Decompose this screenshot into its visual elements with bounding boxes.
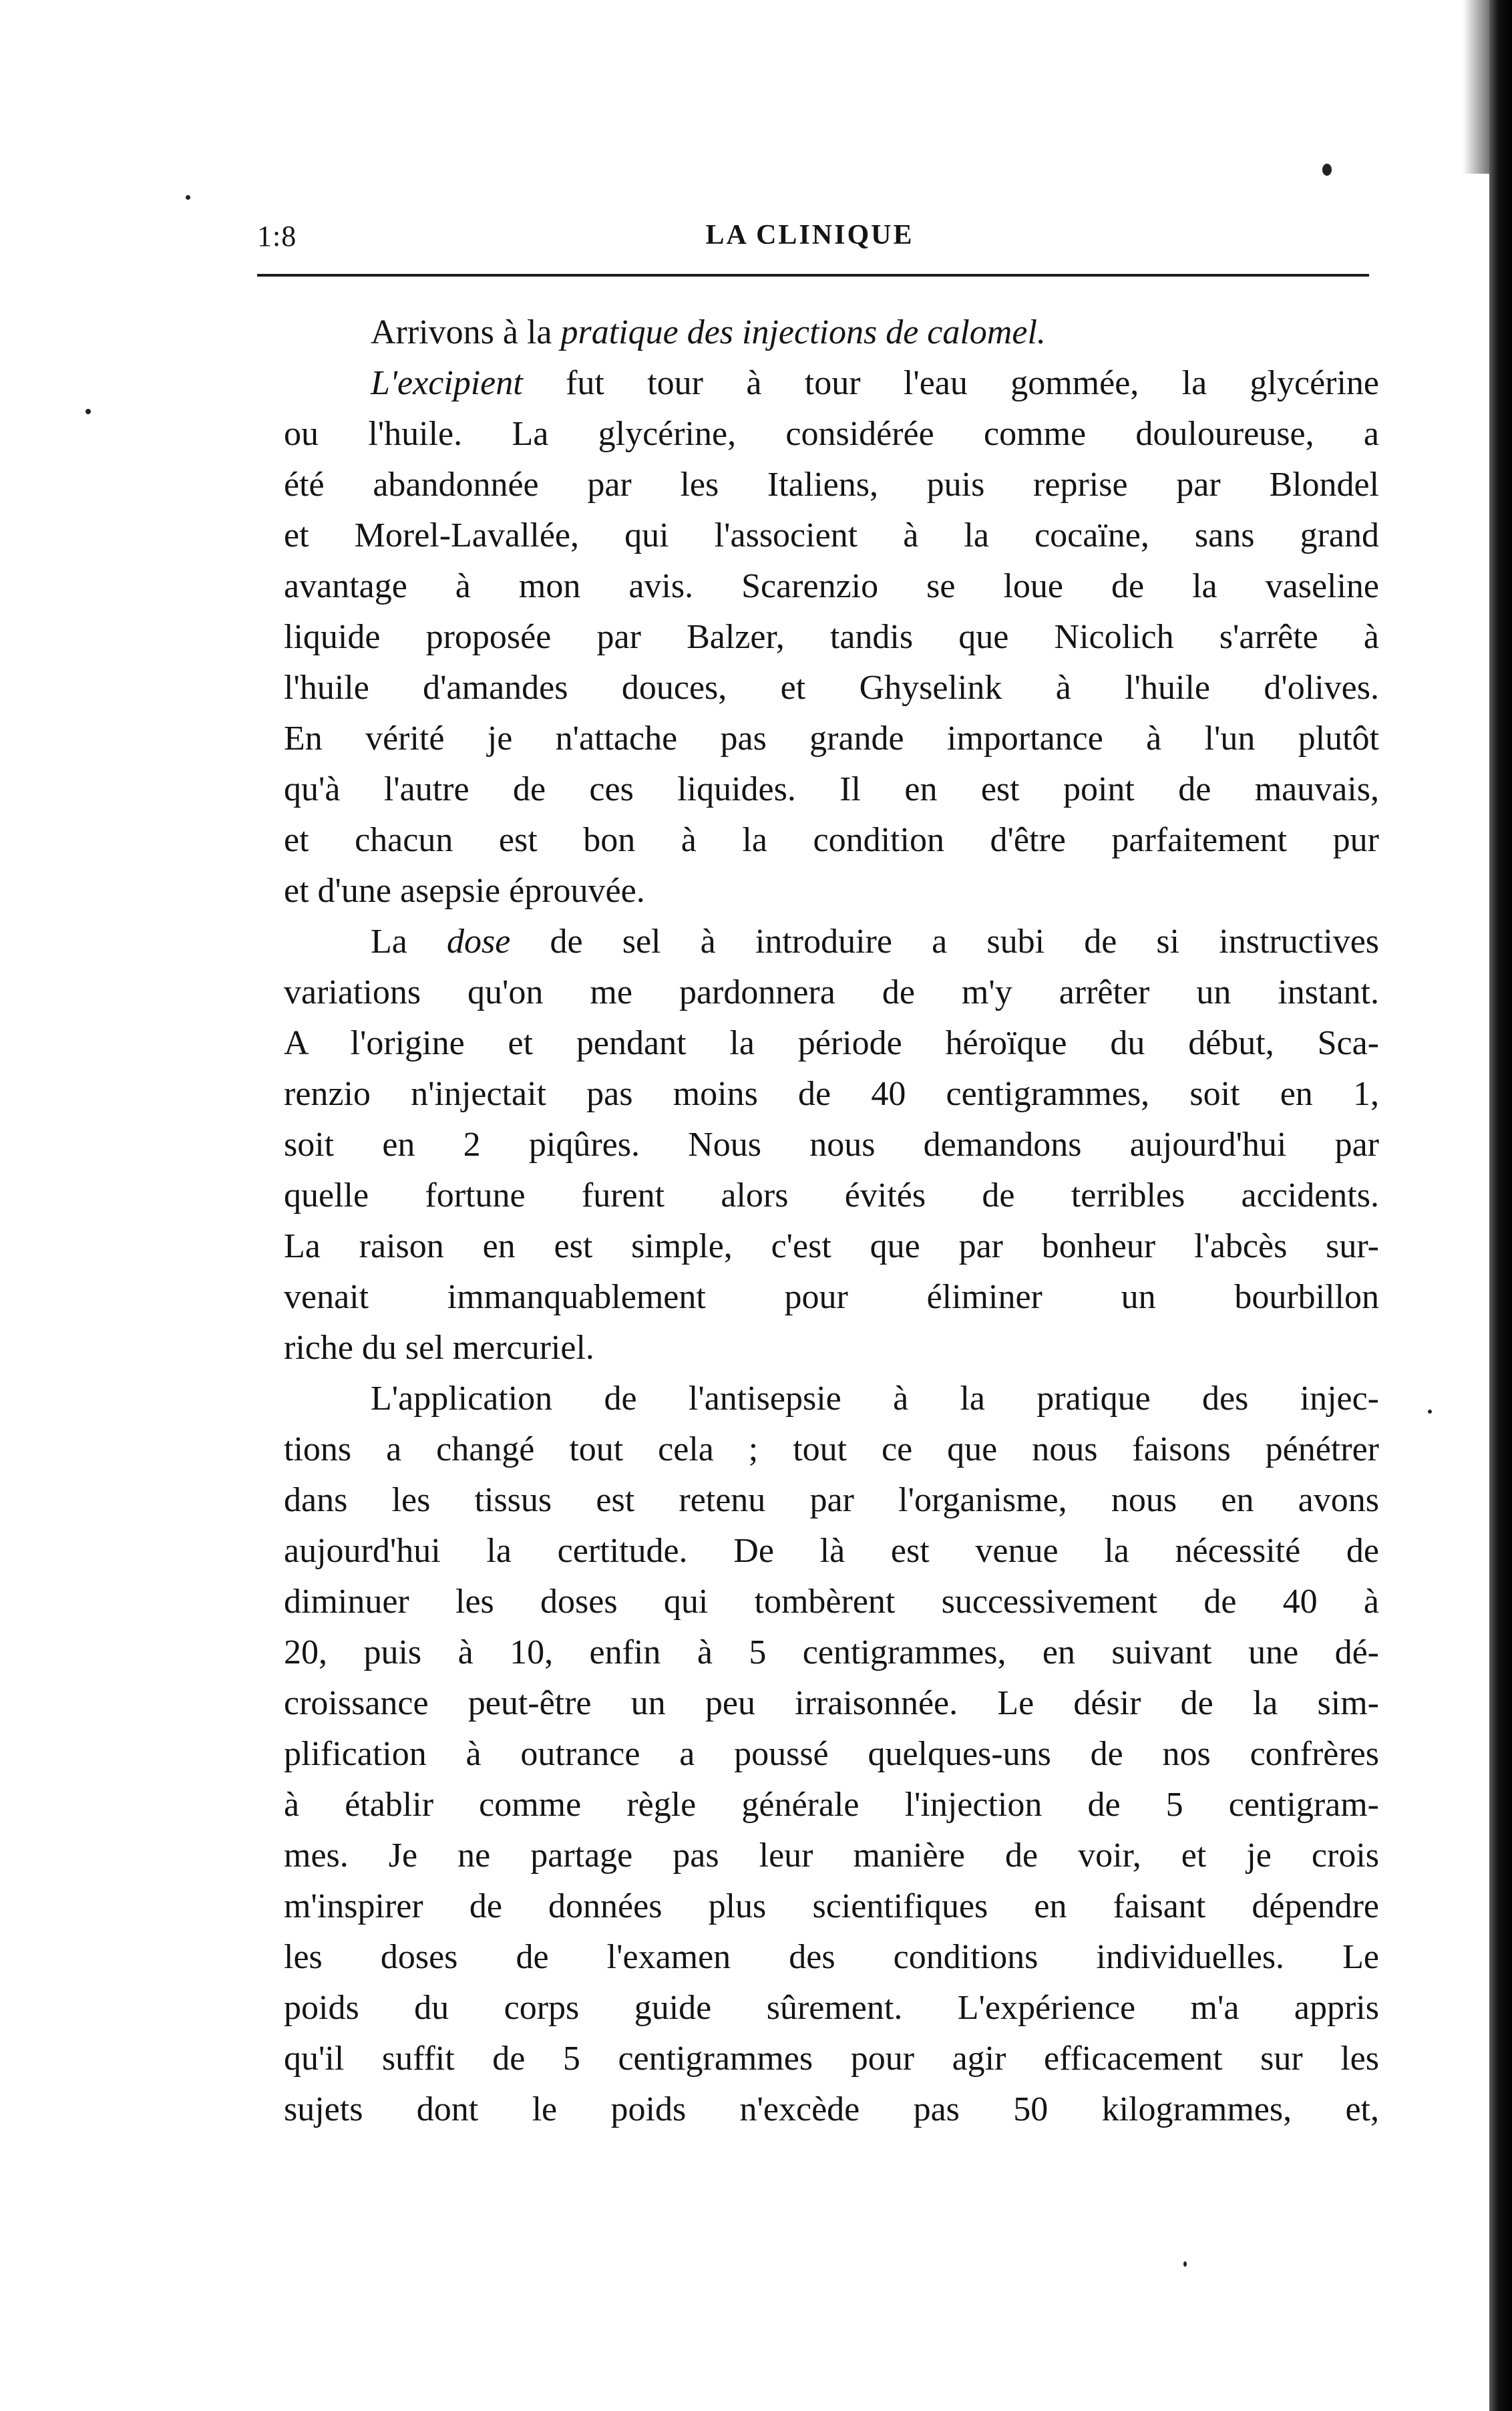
text-run: et chacun est bon à la condition d'être parfaitement pur bbox=[284, 821, 1379, 859]
text-run: tions a changé tout cela ; tout ce que nous faisons pénétrer bbox=[284, 1430, 1379, 1468]
text-run: Arrivons à la bbox=[371, 313, 561, 351]
text-line bbox=[284, 1424, 1379, 1475]
text-run: La bbox=[371, 923, 447, 961]
running-title: LA CLINIQUE bbox=[705, 220, 914, 251]
text-line bbox=[284, 1475, 1379, 1526]
text-line bbox=[284, 2084, 1379, 2135]
scan-edge-shadow bbox=[1489, 0, 1512, 2411]
text-run: et d'une asepsie éprouvée. bbox=[284, 872, 645, 910]
text-line bbox=[284, 561, 1379, 612]
text-run: ou l'huile. La glycérine, considérée comme douloureuse, a bbox=[284, 415, 1379, 453]
text-run: plification à outrance a poussé quelques-uns de nos confrères bbox=[284, 1735, 1379, 1773]
text-line bbox=[284, 967, 1379, 1018]
text-line bbox=[284, 1069, 1379, 1120]
text-run: mes. Je ne partage pas leur manière de voir, et je crois bbox=[284, 1836, 1379, 1875]
text-run: renzio n'injectait pas moins de 40 centigrammes, soit en 1, bbox=[284, 1075, 1379, 1113]
text-line bbox=[284, 460, 1379, 510]
text-run: avantage à mon avis. Scarenzio se loue de la vaseline bbox=[284, 567, 1379, 605]
text-line bbox=[284, 1170, 1379, 1221]
text-line bbox=[284, 1780, 1379, 1830]
text-line bbox=[284, 815, 1379, 866]
text-line bbox=[284, 713, 1379, 764]
scan-speck bbox=[1428, 1410, 1432, 1414]
text-run: La raison en est simple, c'est que par bonheur l'abcès sur- bbox=[284, 1227, 1379, 1265]
text-run: les doses de l'examen des conditions individuelles. Le bbox=[284, 1938, 1379, 1976]
text-line bbox=[284, 1323, 1379, 1374]
text-line bbox=[284, 1729, 1379, 1780]
text-line bbox=[284, 1577, 1379, 1627]
text-run: L'application de l'antisepsie à la pratique des injec- bbox=[371, 1380, 1379, 1418]
text-line bbox=[284, 1272, 1379, 1323]
text-run: fut tour à tour l'eau gommée, la glycérine bbox=[522, 364, 1379, 402]
page-header bbox=[257, 212, 1362, 266]
text-run: venait immanquablement pour éliminer un bourbillon bbox=[284, 1278, 1379, 1316]
text-line bbox=[284, 1881, 1379, 1932]
italic-text: L'excipient bbox=[371, 364, 523, 402]
text-line bbox=[284, 1221, 1379, 1272]
text-run: variations qu'on me pardonnera de m'y arrêter un instant. bbox=[284, 973, 1379, 1011]
page-number: 1:8 bbox=[257, 220, 297, 253]
scan-speck bbox=[186, 195, 190, 200]
text-run: soit en 2 piqûres. Nous nous demandons aujourd'hui par bbox=[284, 1126, 1379, 1164]
text-run: riche du sel mercuriel. bbox=[284, 1329, 594, 1367]
text-run: qu'à l'autre de ces liquides. Il en est point de mauvais, bbox=[284, 770, 1379, 808]
text-line bbox=[284, 1627, 1379, 1678]
text-line bbox=[284, 1830, 1379, 1881]
text-line bbox=[284, 917, 1379, 967]
text-line bbox=[284, 663, 1379, 713]
text-line bbox=[284, 409, 1379, 460]
text-line bbox=[284, 2034, 1379, 2084]
scan-speck bbox=[85, 409, 91, 414]
text-run: sujets dont le poids n'excède pas 50 kilogrammes, et, bbox=[284, 2090, 1379, 2128]
text-run: A l'origine et pendant la période héroïque du début, Sca- bbox=[284, 1024, 1379, 1062]
text-line bbox=[284, 1526, 1379, 1577]
body-text bbox=[284, 307, 1379, 2135]
text-run: m'inspirer de données plus scientifiques en faisant dépendre bbox=[284, 1887, 1379, 1925]
italic-text: dose bbox=[447, 923, 511, 961]
text-run: l'huile d'amandes douces, et Ghyselink à l'huile d'olives. bbox=[284, 669, 1379, 707]
text-run: 20, puis à 10, enfin à 5 centigrammes, en suivant une dé- bbox=[284, 1633, 1379, 1671]
text-line bbox=[284, 1678, 1379, 1729]
text-line bbox=[284, 510, 1379, 561]
text-run: En vérité je n'attache pas grande importance à l'un plutôt bbox=[284, 719, 1379, 758]
text-run: de sel à introduire a subi de si instructives bbox=[510, 923, 1380, 961]
text-line bbox=[284, 866, 1379, 917]
text-run: qu'il suffit de 5 centigrammes pour agir efficacement sur les bbox=[284, 2040, 1379, 2078]
text-run: été abandonnée par les Italiens, puis reprise par Blondel bbox=[284, 466, 1379, 504]
text-line bbox=[284, 307, 1379, 358]
header-rule bbox=[257, 274, 1369, 277]
text-line bbox=[284, 1983, 1379, 2034]
text-run: aujourd'hui la certitude. De là est venue la nécessité de bbox=[284, 1532, 1379, 1570]
text-line bbox=[284, 1932, 1379, 1983]
text-run: diminuer les doses qui tombèrent successivement de 40 à bbox=[284, 1583, 1379, 1621]
scan-speck bbox=[1183, 2261, 1187, 2267]
text-line bbox=[284, 1120, 1379, 1170]
text-line bbox=[284, 612, 1379, 663]
text-run: croissance peut-être un peu irraisonnée. Le désir de la sim- bbox=[284, 1684, 1379, 1722]
italic-text: pratique des injections de calomel. bbox=[560, 313, 1046, 351]
text-run: et Morel-Lavallée, qui l'associent à la cocaïne, sans grand bbox=[284, 516, 1379, 554]
text-run: quelle fortune furent alors évités de terribles accidents. bbox=[284, 1176, 1379, 1215]
text-run: poids du corps guide sûrement. L'expérience m'a appris bbox=[284, 1989, 1379, 2027]
text-line bbox=[284, 764, 1379, 815]
text-line bbox=[284, 1374, 1379, 1424]
text-line bbox=[284, 1018, 1379, 1069]
scan-speck bbox=[1322, 164, 1332, 176]
text-run: dans les tissus est retenu par l'organisme, nous en avons bbox=[284, 1481, 1379, 1519]
scan-edge-shadow-top bbox=[1463, 0, 1489, 174]
text-run: liquide proposée par Balzer, tandis que Nicolich s'arrête à bbox=[284, 618, 1379, 656]
text-run: à établir comme règle générale l'injection de 5 centigram- bbox=[284, 1786, 1379, 1824]
text-line bbox=[284, 358, 1379, 409]
